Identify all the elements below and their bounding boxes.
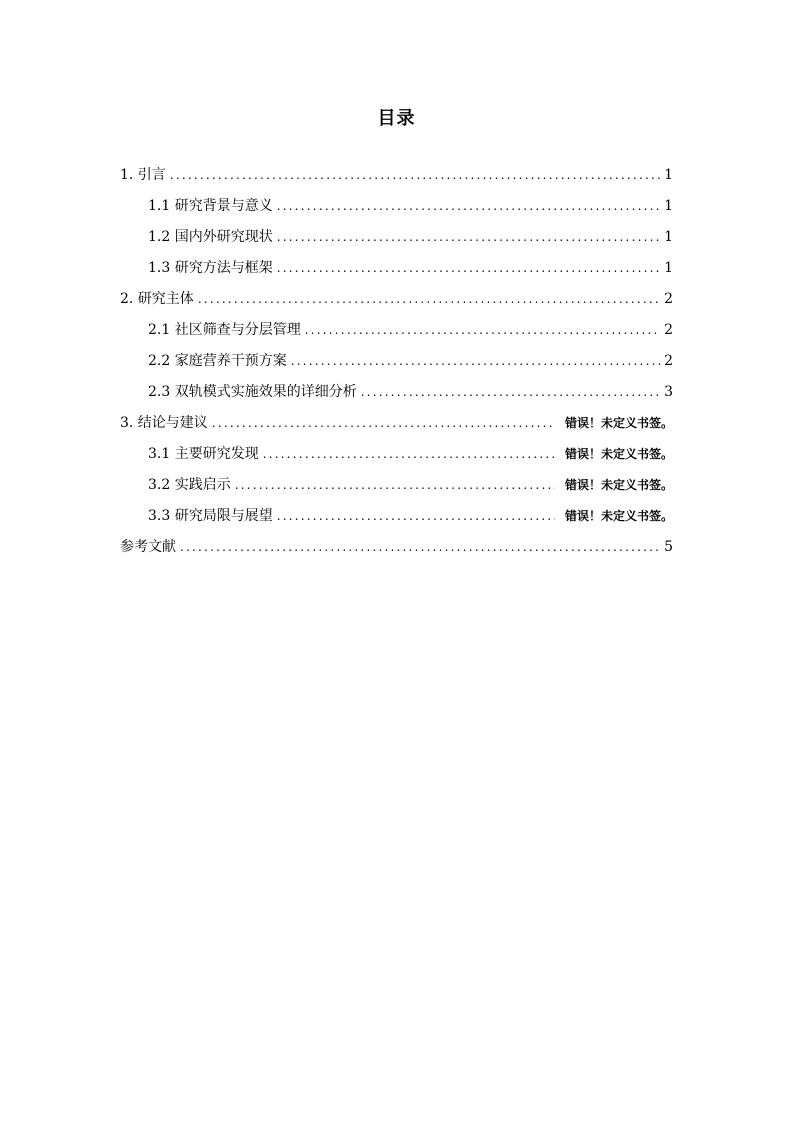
toc-dot-leader xyxy=(277,256,660,280)
toc-entry[interactable] xyxy=(120,535,673,566)
toc-dot-leader xyxy=(277,194,660,218)
toc-dot-leader xyxy=(212,411,555,435)
toc-entry-page: 错误！未定义书签。 xyxy=(564,416,673,430)
toc-entry-page: 1 xyxy=(664,260,673,276)
toc-dot-leader xyxy=(361,380,660,404)
toc-entry-page: 3 xyxy=(664,384,673,400)
toc-entry-page: 2 xyxy=(664,353,673,369)
toc-entry-page: 2 xyxy=(664,291,673,307)
toc-entry-label: 3.1 主要研究发现 xyxy=(148,446,259,462)
toc-entry[interactable] xyxy=(120,287,673,318)
toc-entry-page: 1 xyxy=(664,167,673,183)
toc-entry[interactable] xyxy=(120,194,673,225)
toc-entry[interactable] xyxy=(120,256,673,287)
toc-entry-label: 1.1 研究背景与意义 xyxy=(148,198,273,214)
toc-entry-label: 3.2 实践启示 xyxy=(148,477,231,493)
toc-entry[interactable] xyxy=(120,473,673,504)
toc-entry[interactable] xyxy=(120,318,673,349)
toc-entry[interactable] xyxy=(120,504,673,535)
toc-entry-page: 错误！未定义书签。 xyxy=(564,478,673,492)
toc-dot-leader xyxy=(170,163,660,187)
toc-entry-label: 3. 结论与建议 xyxy=(120,415,208,431)
toc-entry-page: 1 xyxy=(664,198,673,214)
toc-entry-page: 错误！未定义书签。 xyxy=(564,447,673,461)
toc-entry-label: 2.1 社区筛查与分层管理 xyxy=(148,322,301,338)
toc-dot-leader xyxy=(180,535,660,559)
toc-entry-label: 1.3 研究方法与框架 xyxy=(148,260,273,276)
toc-dot-leader xyxy=(277,504,555,528)
toc-entry-page: 1 xyxy=(664,229,673,245)
toc-dot-leader xyxy=(198,287,660,311)
toc-entry-label: 1.2 国内外研究现状 xyxy=(148,229,273,245)
toc-entry-label: 参考文献 xyxy=(120,539,176,555)
toc-entry[interactable] xyxy=(120,411,673,442)
toc-dot-leader xyxy=(235,473,555,497)
toc-dot-leader xyxy=(263,442,555,466)
toc-entry[interactable] xyxy=(120,225,673,256)
toc-entry-label: 2. 研究主体 xyxy=(120,291,194,307)
toc-entry-page: 2 xyxy=(664,322,673,338)
table-of-contents xyxy=(120,163,673,566)
toc-entry-label: 2.3 双轨模式实施效果的详细分析 xyxy=(148,384,357,400)
toc-dot-leader xyxy=(305,318,660,342)
toc-entry-label: 2.2 家庭营养干预方案 xyxy=(148,353,287,369)
toc-title: 目录 xyxy=(377,108,416,129)
toc-entry-page: 错误！未定义书签。 xyxy=(564,509,673,523)
toc-entry[interactable] xyxy=(120,349,673,380)
toc-entry[interactable] xyxy=(120,163,673,194)
toc-entry[interactable] xyxy=(120,380,673,411)
toc-entry-label: 1. 引言 xyxy=(120,167,166,183)
toc-entry-page: 5 xyxy=(664,539,673,555)
toc-entry-label: 3.3 研究局限与展望 xyxy=(148,508,273,524)
toc-dot-leader xyxy=(277,225,660,249)
toc-dot-leader xyxy=(291,349,660,373)
toc-entry[interactable] xyxy=(120,442,673,473)
